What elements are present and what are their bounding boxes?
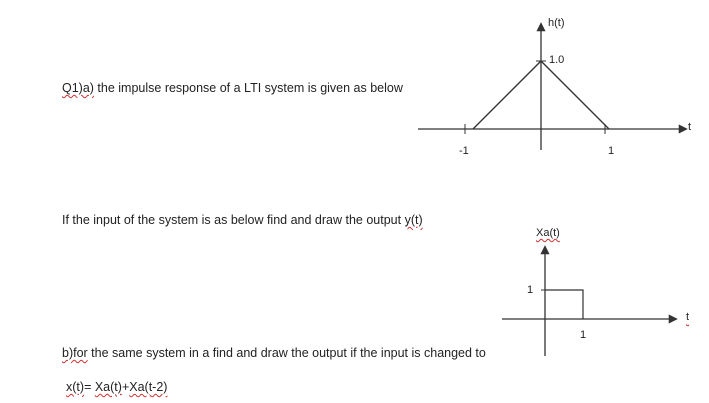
question-b-prefix: b)for [62,346,88,360]
equation-x: x(t) [66,380,85,394]
question-a-prefix: Q1)a) [62,81,94,95]
question-b-text: the same system in a find and draw the output if the input is changed to [87,346,486,360]
h-peak-label: 1.0 [549,54,565,66]
xa-level-label: 1 [527,284,534,296]
xa-y-label: Xa(t) [536,227,560,239]
xa-tick-right-label: 1 [580,329,587,341]
equation-term-1: Xa(t) [94,380,122,394]
h-tick-left-label: -1 [459,145,469,157]
input-prompt-text: If the input of the system is as below find and draw the output [62,213,405,227]
xa-pulse-curve [545,290,583,319]
equation-term-2: Xa(t-2) [129,380,168,394]
h-tick-right-label: 1 [608,145,615,157]
equation-plus: + [121,380,130,394]
h-x-label: t [688,121,692,133]
output-label: y(t) [404,213,423,227]
xa-x-label: t [686,311,690,323]
question-a-text: the impulse response of a LTI system is given as below [93,81,403,95]
h-y-label: h(t) [548,17,565,29]
equation-eq: = [84,380,95,394]
